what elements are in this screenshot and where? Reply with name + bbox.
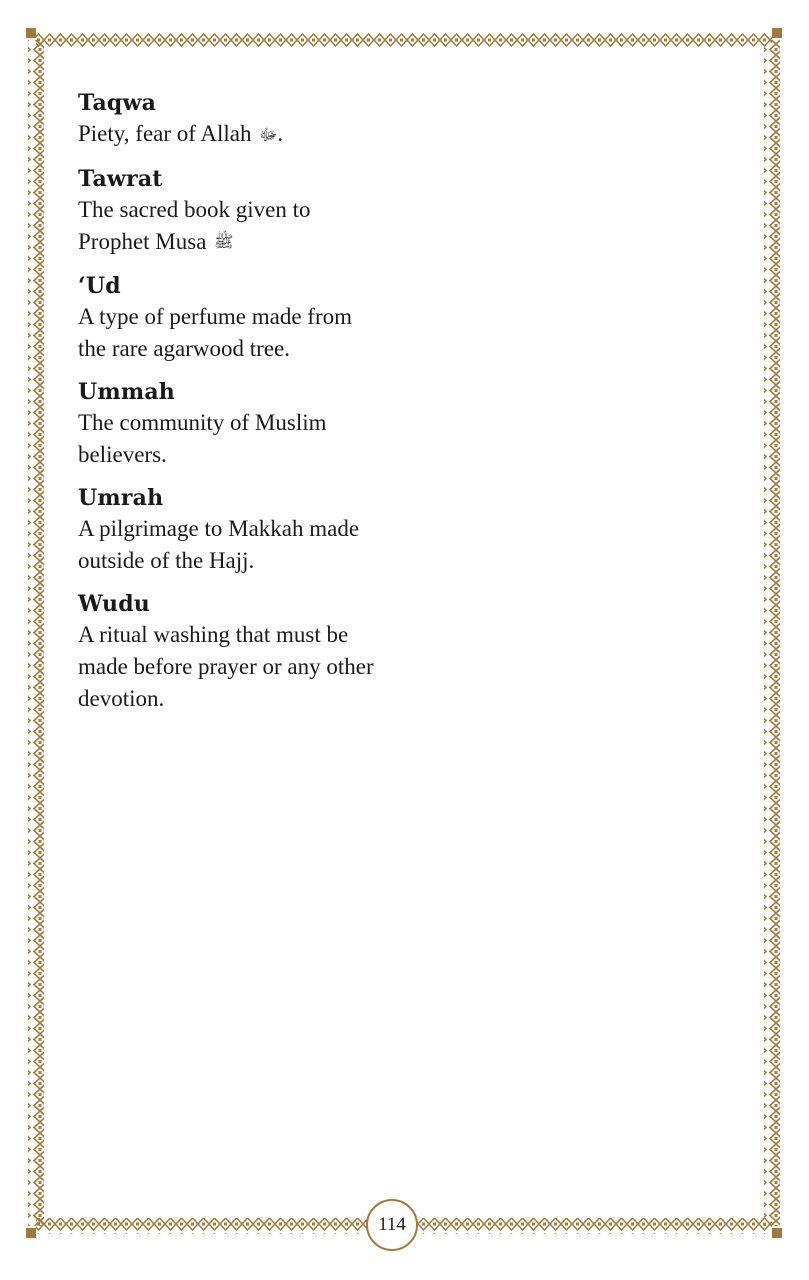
glossary-entry bbox=[78, 377, 378, 471]
honorific-glyph-icon: ﷺ bbox=[214, 234, 234, 252]
glossary-definition: A pilgrimage to Makkah made outside of the Hajj. bbox=[78, 516, 360, 574]
glossary-list bbox=[78, 88, 378, 727]
glossary-entry bbox=[78, 164, 378, 260]
glossary-entry bbox=[78, 483, 378, 577]
glossary-entry bbox=[78, 589, 378, 715]
glossary-definition: A type of perfume made from the rare agarwood tree. bbox=[78, 304, 352, 362]
glossary-entry bbox=[78, 88, 378, 152]
honorific-glyph-icon: ﷻ bbox=[259, 126, 278, 144]
glossary-definition: The sacred book given to Prophet Musa ﷺ bbox=[78, 194, 378, 260]
glossary-definition: Piety, fear of Allah ﷻ. bbox=[78, 118, 378, 152]
glossary-definition: The community of Muslim believers. bbox=[78, 410, 327, 468]
glossary-term: Wudu bbox=[78, 591, 150, 618]
glossary-term: Ummah bbox=[78, 379, 175, 406]
glossary-entry bbox=[78, 271, 378, 365]
page-number: 114 bbox=[366, 1199, 418, 1251]
glossary-term: Tawrat bbox=[78, 165, 163, 192]
glossary-term: ‘Ud bbox=[78, 273, 121, 300]
glossary-term: Taqwa bbox=[78, 90, 157, 116]
glossary-definition: A ritual washing that must be made before prayer or any other devotion. bbox=[78, 622, 374, 712]
glossary-term: Umrah bbox=[78, 485, 164, 512]
